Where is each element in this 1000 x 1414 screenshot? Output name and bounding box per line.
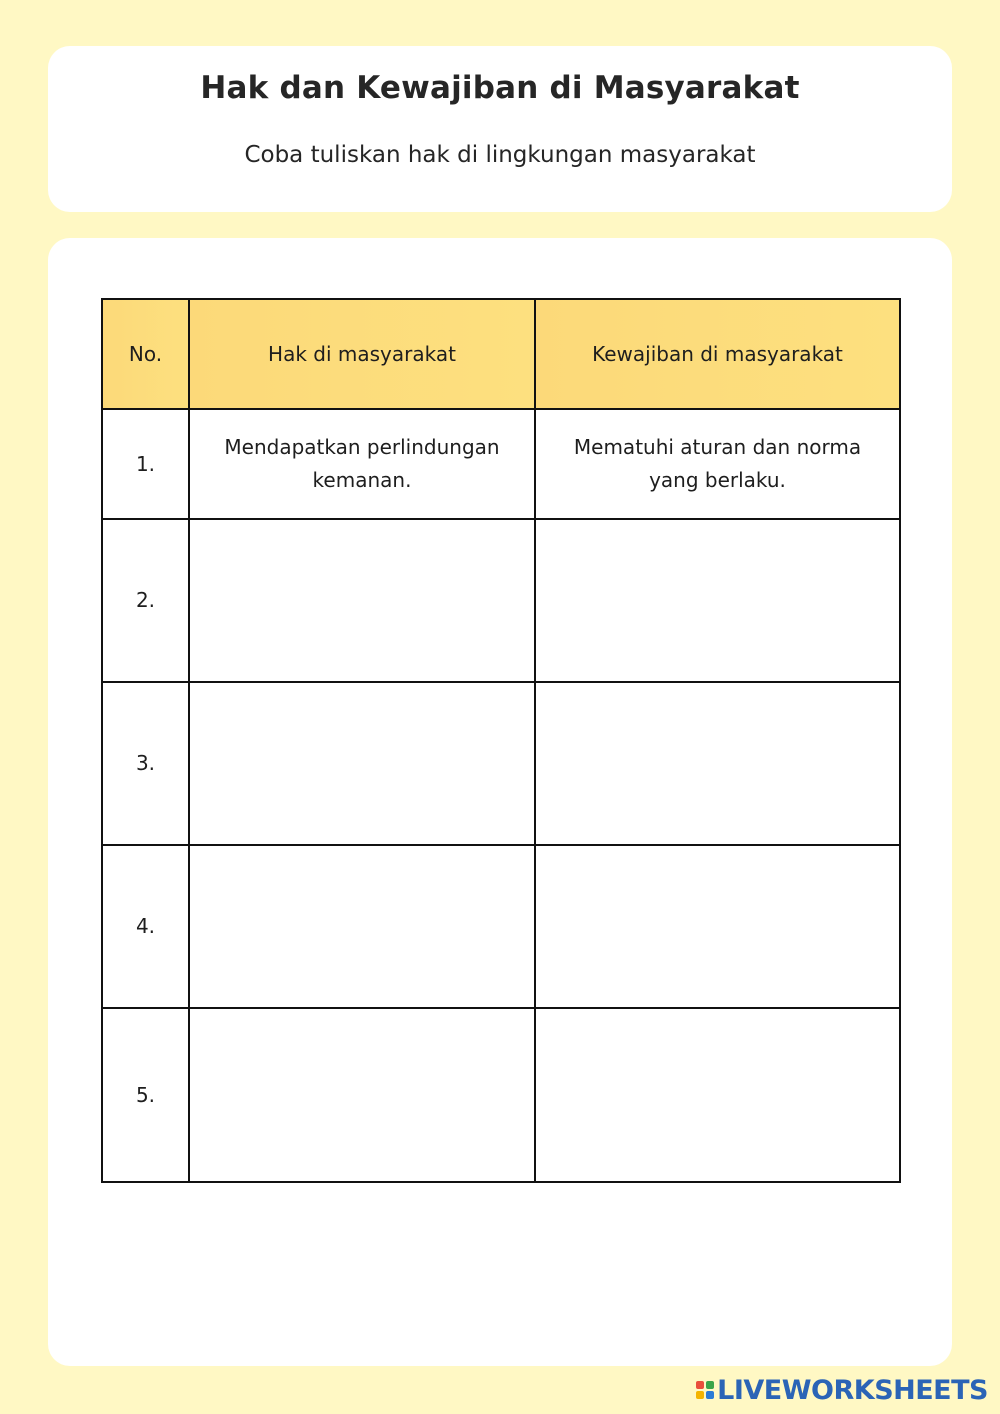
brand-name: LIVEWORKSHEETS — [717, 1374, 988, 1406]
hak-answer-cell[interactable] — [189, 682, 535, 845]
logo-square-green — [706, 1381, 714, 1389]
hak-answer-cell[interactable] — [189, 1008, 535, 1182]
liveworksheets-logo-icon — [696, 1381, 714, 1399]
logo-square-red — [696, 1381, 704, 1389]
row-number: 3. — [102, 682, 189, 845]
table-row — [102, 845, 900, 1008]
table-row — [102, 682, 900, 845]
row-number: 2. — [102, 519, 189, 682]
kewajiban-answer-cell[interactable] — [535, 682, 900, 845]
liveworksheets-brand[interactable] — [696, 1374, 988, 1406]
header-no: No. — [102, 299, 189, 409]
table-row — [102, 1008, 900, 1182]
hak-cell: Mendapatkan perlindungan kemanan. — [189, 409, 535, 519]
table-row — [102, 519, 900, 682]
row-number: 1. — [102, 409, 189, 519]
kewajiban-answer-cell[interactable] — [535, 519, 900, 682]
table-header-row — [102, 299, 900, 409]
kewajiban-answer-cell[interactable] — [535, 845, 900, 1008]
logo-square-yellow — [696, 1391, 704, 1399]
page-subtitle: Coba tuliskan hak di lingkungan masyarakat — [244, 142, 756, 168]
header-kewajiban: Kewajiban di masyarakat — [535, 299, 900, 409]
header-hak: Hak di masyarakat — [189, 299, 535, 409]
worksheet-table — [101, 298, 901, 1183]
hak-answer-cell[interactable] — [189, 519, 535, 682]
page-title: Hak dan Kewajiban di Masyarakat — [200, 70, 800, 106]
table-row — [102, 409, 900, 519]
kewajiban-cell: Mematuhi aturan dan norma yang berlaku. — [535, 409, 900, 519]
kewajiban-answer-cell[interactable] — [535, 1008, 900, 1182]
hak-answer-cell[interactable] — [189, 845, 535, 1008]
logo-square-blue — [706, 1391, 714, 1399]
row-number: 4. — [102, 845, 189, 1008]
row-number: 5. — [102, 1008, 189, 1182]
